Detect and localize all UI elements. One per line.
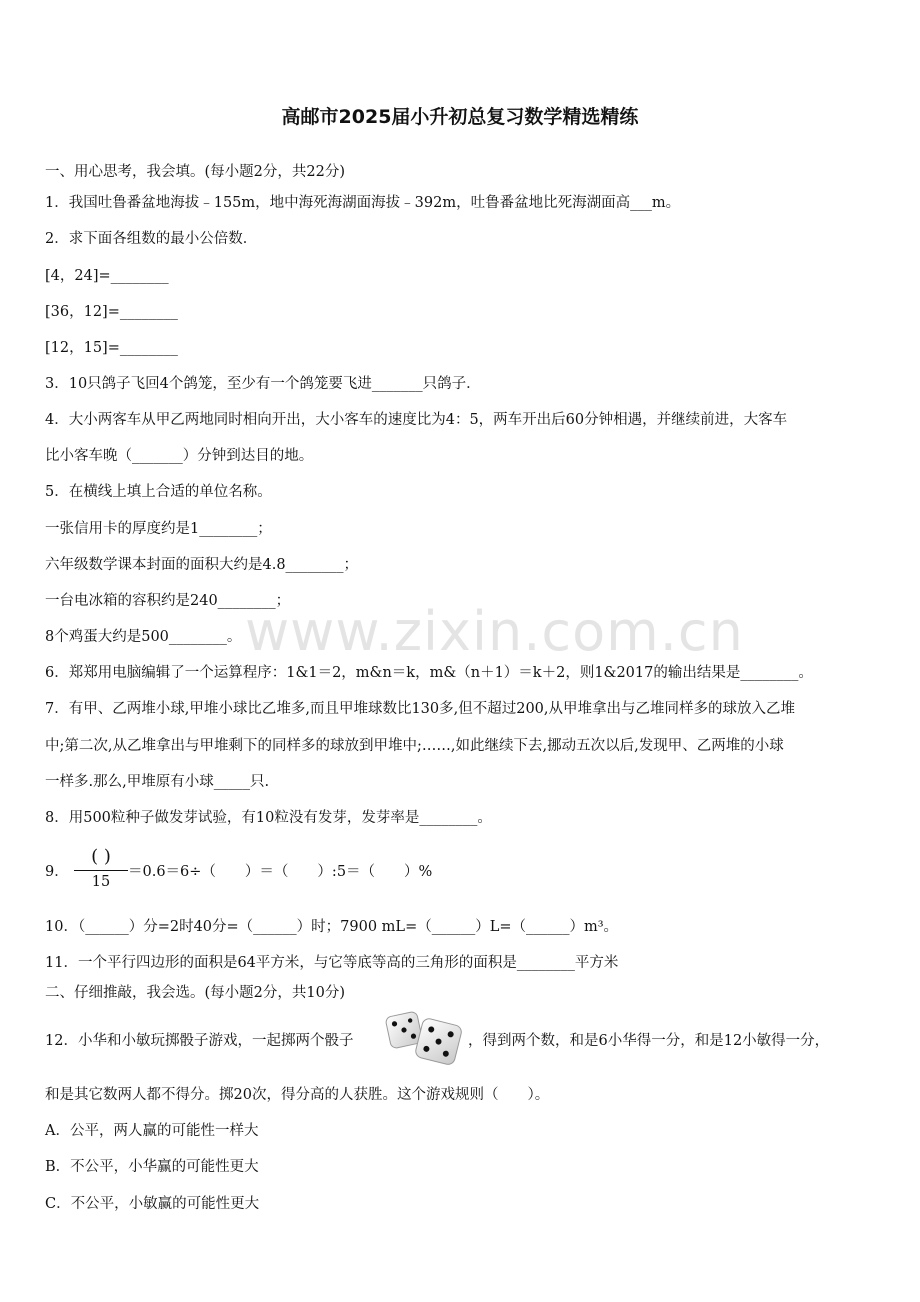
question-9-label: 9． — [45, 864, 69, 880]
question-9-equation: ＝0.6＝6÷（ ）＝（ ）:5＝（ ）% — [128, 864, 433, 880]
watermark: www.zixin.com.cn — [245, 600, 744, 663]
question-5d: 8个鸡蛋大约是500________。 — [45, 629, 242, 645]
option-a: A．公平，两人赢的可能性一样大 — [45, 1123, 259, 1139]
question-5b: 六年级数学课本封面的面积大约是4.8________； — [45, 557, 359, 573]
question-2b: [36，12]=________ — [45, 304, 178, 320]
option-c: C．不公平，小敏赢的可能性更大 — [45, 1196, 260, 1212]
question-2a: [4，24]=________ — [45, 268, 169, 284]
section-2-heading: 二、仔细推敲，我会选。(每小题2分，共10分) — [45, 985, 345, 1001]
question-2c: [12，15]=________ — [45, 340, 178, 356]
page-title: 高邮市2025届小升初总复习数学精选精练 — [281, 106, 639, 128]
question-10: 10．（______）分=2时40分=（______）时；7900 mL=（______）L=（______）m³。 — [45, 919, 619, 935]
option-b: B．不公平，小华赢的可能性更大 — [45, 1159, 259, 1175]
question-3: 3．10只鸽子飞回4个鸽笼，至少有一个鸽笼要飞进_______只鸽子． — [45, 376, 481, 392]
fraction — [74, 846, 128, 890]
question-4-line-2: 比小客车晚（_______）分钟到达目的地。 — [45, 448, 314, 464]
dice-image — [384, 1008, 466, 1070]
question-12-line-2: 和是其它数两人都不得分。掷20次，得分高的人获胜。这个游戏规则（ ）。 — [45, 1087, 550, 1103]
question-8: 8．用500粒种子做发芽试验，有10粒没有发芽，发芽率是________。 — [45, 810, 492, 826]
question-11: 11．一个平行四边形的面积是64平方米，与它等底等高的三角形的面积是________平方米 — [45, 955, 619, 971]
fraction-numerator: ( ) — [74, 846, 128, 871]
question-5c: 一台电冰箱的容积约是240________； — [45, 593, 291, 609]
question-6: 6．郑郑用电脑编辑了一个运算程序：1&1＝2，m&n＝k，m&（n＋1）＝k＋2，则1&2017的输出结果是________。 — [45, 665, 813, 681]
fraction-denominator: 15 — [91, 874, 111, 890]
section-1-heading: 一、用心思考，我会填。(每小题2分，共22分) — [45, 164, 345, 180]
question-5a: 一张信用卡的厚度约是1________； — [45, 521, 272, 537]
question-12-part-2: ，得到两个数，和是6小华得一分，和是12小敏得一分， — [468, 1033, 830, 1049]
question-7-line-3: 一样多.那么,甲堆原有小球_____只. — [45, 774, 270, 790]
question-12-part-1: 12．小华和小敏玩掷骰子游戏，一起掷两个骰子 — [45, 1033, 354, 1049]
question-2: 2．求下面各组数的最小公倍数． — [45, 231, 258, 247]
question-5: 5．在横线上填上合适的单位名称。 — [45, 484, 272, 500]
question-4-line-1: 4．大小两客车从甲乙两地同时相向开出，大小客车的速度比为4：5，两车开出后60分钟相遇，并继续前进，大客车 — [45, 412, 788, 428]
question-1: 1．我国吐鲁番盆地海拔﹣155m，地中海死海湖面海拔﹣392m，吐鲁番盆地比死海湖面高___m。 — [45, 195, 681, 211]
question-7-line-1: 7．有甲、乙两堆小球,甲堆小球比乙堆多,而且甲堆球数比130多,但不超过200,从甲堆拿出与乙堆同样多的球放入乙堆 — [45, 701, 796, 717]
question-7-line-2: 中;第二次,从乙堆拿出与甲堆剩下的同样多的球放到甲堆中;……,如此继续下去,挪动五次以后,发现甲、乙两堆的小球 — [45, 738, 784, 754]
